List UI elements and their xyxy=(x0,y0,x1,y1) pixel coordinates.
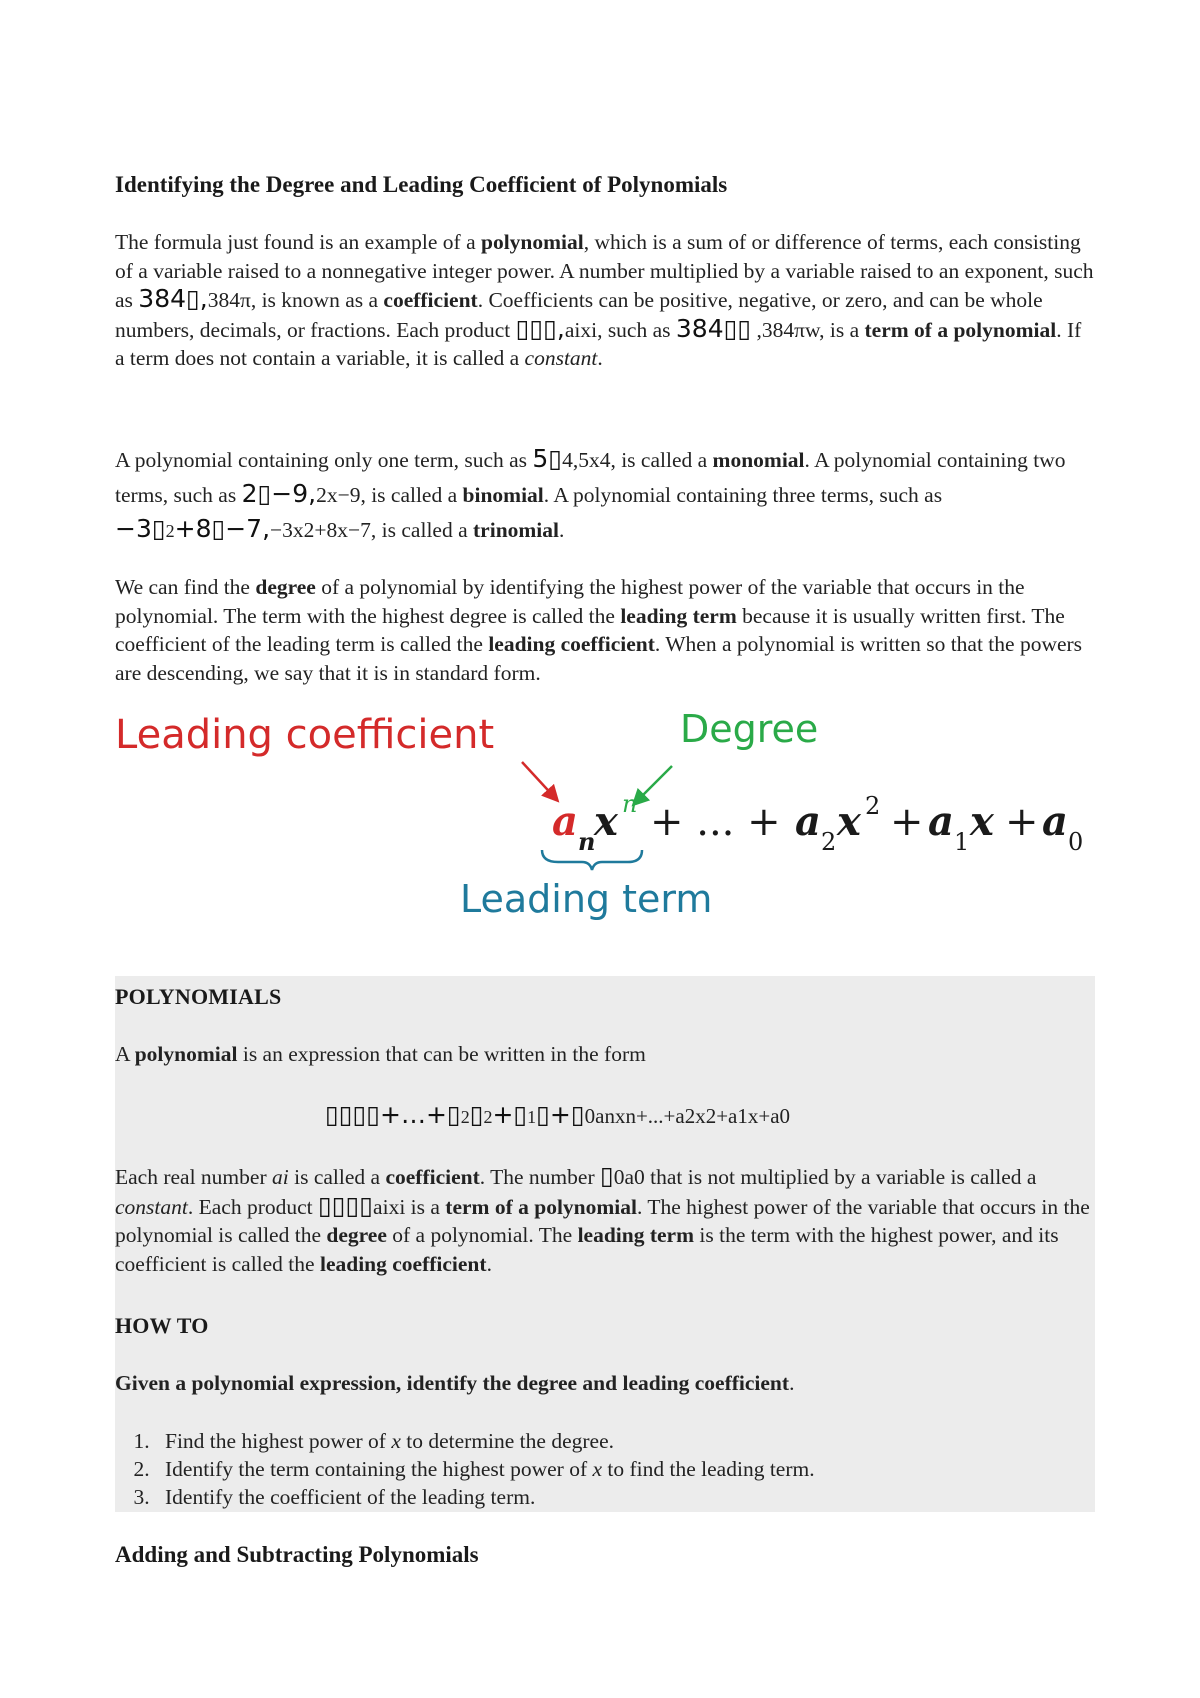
svg-text:x: x xyxy=(970,798,994,845)
section-heading: Adding and Subtracting Polynomials xyxy=(115,1542,479,1567)
svg-text:x: x xyxy=(594,798,618,845)
polynomial-general-form: ▯▯▯▯+…+▯2▯2+▯1▯+▯0anxn+...+a2x2+a1x+a0 xyxy=(325,1100,791,1129)
term-degree: degree xyxy=(255,575,316,599)
list-item: 2. Identify the term containing the highest power of x to find the leading term. xyxy=(155,1455,815,1483)
paragraph-degree: We can find the degree of a polynomial by identifying the highest power of the variable that occurs in the polynomial. The term with the highest degree is called the leading term because it is usually written first. The coefficient of the leading term is called the leading coefficient. When a polynomial is written so that the powers are descending, we say that it is in standard form. xyxy=(115,575,1083,685)
list-item: 3. Identify the coefficient of the leading term. xyxy=(155,1483,815,1511)
term-leading-term: leading term xyxy=(620,603,737,628)
math-rendered: 5▯ xyxy=(532,444,563,473)
math-rendered: +8▯−7, xyxy=(174,514,271,543)
math-rendered: 2▯−9, xyxy=(241,479,317,508)
term-coefficient: coefficient xyxy=(383,288,478,312)
leading-term-label: Leading term xyxy=(460,877,713,921)
paragraph-monomial-binomial: A polynomial containing only one term, such as 5▯4,5x4, is called a monomial. A polynomial containing two terms, such as 2▯−9,2x−9, is called a binomial. A polynomial containing three terms, such as −3▯2+8▯−7,−3x2+8x−7, is called a trinomial. xyxy=(115,444,1066,543)
math-rendered: 384▯▯ xyxy=(675,313,752,343)
svg-text:a: a xyxy=(1042,798,1068,845)
term-term-of-polynomial: term of a polynomial xyxy=(864,317,1057,342)
degree-label: Degree xyxy=(680,707,819,751)
svg-text:n: n xyxy=(578,827,596,856)
svg-text:x: x xyxy=(837,798,861,845)
svg-text:a: a xyxy=(552,798,578,845)
howto-subheading: Given a polynomial expression, identify the degree and leading coefficient. xyxy=(115,1371,795,1395)
svg-text:+: + xyxy=(1005,799,1039,845)
svg-text:0: 0 xyxy=(1068,828,1084,856)
leading-coefficient-label: Leading coefficient xyxy=(115,712,495,758)
svg-text:a: a xyxy=(928,798,954,845)
polynomial-standard-form-diagram xyxy=(110,700,1110,940)
term-leading-coefficient: leading coefficient xyxy=(488,632,655,656)
paragraph-polynomial-intro: The formula just found is an example of a polynomial, which is a sum of or difference of terms, each consisting of a variable raised to a nonnegative integer power. A number multiplied by a variable raised to an exponent, such as 384▯,384π, is known as a coefficient. Coefficients can be positive, negative, or zero, and can be whole numbers, decimals, or fractions. Each product ▯▯▯,aixi, such as 384▯▯ ,384πw, is a term of a polynomial. If a term does not contain a variable, it is called a constant. xyxy=(115,230,1094,370)
term-monomial: monomial xyxy=(712,448,805,472)
svg-text:a: a xyxy=(795,798,821,845)
box-intro: A polynomial is an expression that can be written in the form xyxy=(115,1042,646,1066)
term-constant: constant xyxy=(524,346,598,370)
list-item: 1. Find the highest power of x to determine the degree. xyxy=(155,1427,815,1455)
leading-coefficient-arrow xyxy=(522,762,557,800)
term-polynomial: polynomial xyxy=(481,230,584,254)
math-rendered: 384▯, xyxy=(138,284,208,313)
howto-steps-list xyxy=(115,1427,815,1511)
svg-text:+: + xyxy=(890,799,924,845)
svg-text:n: n xyxy=(622,790,638,818)
howto-heading: HOW TO xyxy=(115,1313,209,1338)
math-rendered: ▯▯▯, xyxy=(515,313,565,343)
svg-text:1: 1 xyxy=(954,828,970,856)
svg-text:+ ... +: + ... + xyxy=(650,799,781,845)
svg-text:2: 2 xyxy=(865,792,881,820)
term-trinomial: trinomial xyxy=(473,518,560,542)
box-definition: Each real number ai is called a coefficient. The number ▯0a0 that is not multiplied by a variable is called a constant. Each product ▯▯▯▯aixi is a term of a polynomial. The highest power of the variable that occurs in the polynomial is called the degree of a polynomial. The leading term is the term with the highest power, and its coefficient is called the leading coefficient. xyxy=(115,1161,1090,1276)
svg-text:2: 2 xyxy=(821,828,837,856)
math-rendered: −3▯ xyxy=(115,514,166,543)
term-binomial: binomial xyxy=(462,483,544,507)
box-heading: POLYNOMIALS xyxy=(115,984,282,1009)
page-title: Identifying the Degree and Leading Coefficient of Polynomials xyxy=(115,172,728,197)
polynomial-expression xyxy=(552,790,1083,856)
